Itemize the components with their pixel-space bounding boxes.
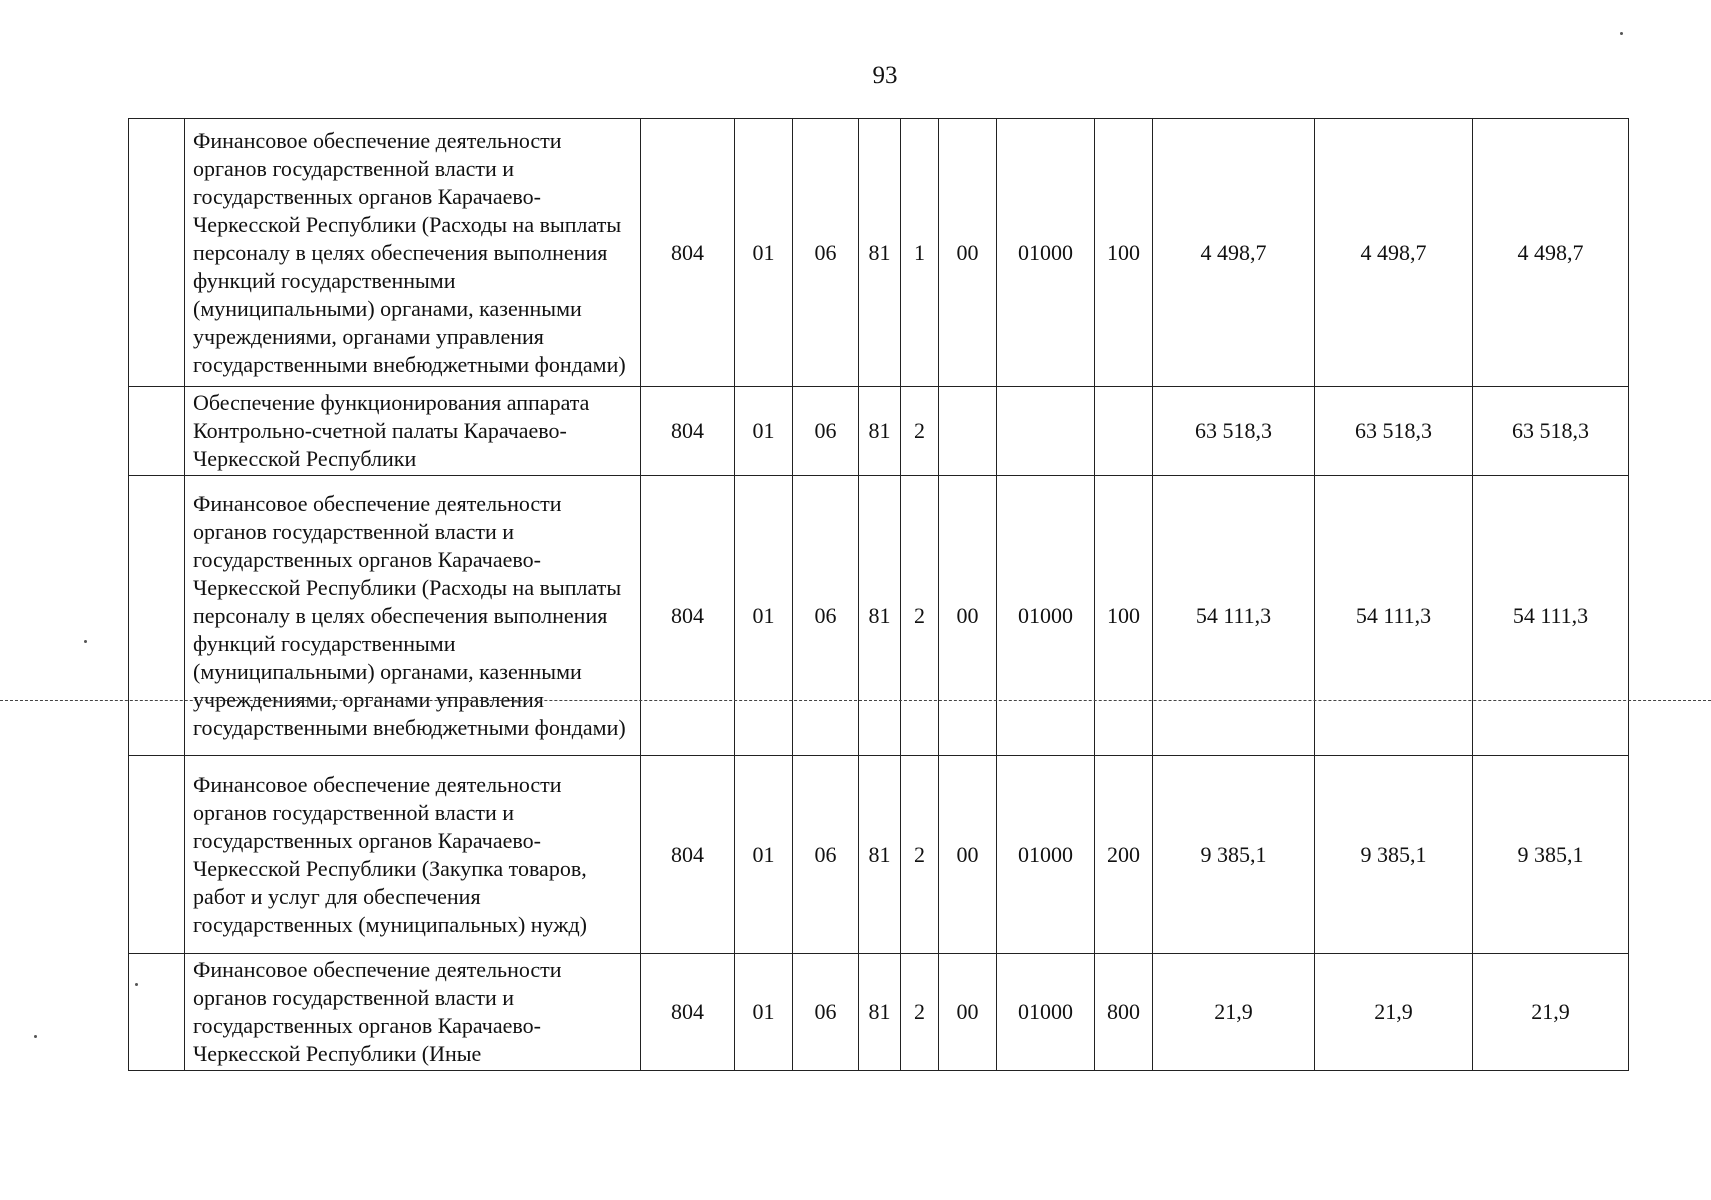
target-code-part1-cell: 81 (859, 476, 901, 756)
target-code-part2-cell: 2 (901, 476, 939, 756)
budget-table (128, 118, 1629, 1071)
target-code-part2-cell: 1 (901, 119, 939, 387)
ministry-code-cell: 804 (641, 954, 735, 1071)
target-code-part4-cell: 01000 (997, 119, 1095, 387)
row-index-cell (129, 954, 185, 1071)
amount-2-cell: 21,9 (1315, 954, 1473, 1071)
table-row (129, 387, 1629, 476)
amount-1-cell: 63 518,3 (1153, 387, 1315, 476)
target-code-part3-cell (939, 387, 997, 476)
section-code-cell: 01 (735, 476, 793, 756)
scan-speck (135, 983, 138, 986)
target-code-part1-cell: 81 (859, 954, 901, 1071)
section-code-cell: 01 (735, 119, 793, 387)
target-code-part4-cell: 01000 (997, 954, 1095, 1071)
target-code-part1-cell: 81 (859, 387, 901, 476)
table-row (129, 954, 1629, 1071)
target-code-part2-cell: 2 (901, 387, 939, 476)
amount-2-cell: 9 385,1 (1315, 756, 1473, 954)
amount-2-cell: 63 518,3 (1315, 387, 1473, 476)
target-code-part3-cell: 00 (939, 119, 997, 387)
target-code-part2-cell: 2 (901, 756, 939, 954)
expense-type-cell: 800 (1095, 954, 1153, 1071)
amount-2-cell: 4 498,7 (1315, 119, 1473, 387)
description-cell: Финансовое обеспечение деятельности органов государственной власти и государственных органов Карачаево-Черкесской Республики (Расходы на выплаты персоналу в целях обеспечения выполнения функций государственными (муниципальными) органами, казенными учреждениями, органами управления государственными внебюджетными фондами) (185, 476, 641, 756)
row-index-cell (129, 476, 185, 756)
ministry-code-cell: 804 (641, 476, 735, 756)
row-index-cell (129, 119, 185, 387)
target-code-part4-cell: 01000 (997, 756, 1095, 954)
table-row (129, 476, 1629, 756)
section-code-cell: 01 (735, 387, 793, 476)
row-index-cell (129, 387, 185, 476)
target-code-part1-cell: 81 (859, 119, 901, 387)
section-code-cell: 01 (735, 756, 793, 954)
scan-speck (1620, 32, 1623, 35)
expense-type-cell: 100 (1095, 476, 1153, 756)
amount-2-cell: 54 111,3 (1315, 476, 1473, 756)
amount-1-cell: 54 111,3 (1153, 476, 1315, 756)
expense-type-cell: 200 (1095, 756, 1153, 954)
scan-fold-line (0, 700, 1711, 701)
amount-1-cell: 21,9 (1153, 954, 1315, 1071)
amount-1-cell: 4 498,7 (1153, 119, 1315, 387)
ministry-code-cell: 804 (641, 119, 735, 387)
target-code-part3-cell: 00 (939, 756, 997, 954)
target-code-part1-cell: 81 (859, 756, 901, 954)
target-code-part2-cell: 2 (901, 954, 939, 1071)
description-cell: Финансовое обеспечение деятельности органов государственной власти и государственных органов Карачаево-Черкесской Республики (Иные (185, 954, 641, 1071)
section-code-cell: 01 (735, 954, 793, 1071)
amount-3-cell: 21,9 (1473, 954, 1629, 1071)
amount-1-cell: 9 385,1 (1153, 756, 1315, 954)
subsection-code-cell: 06 (793, 954, 859, 1071)
expense-type-cell (1095, 387, 1153, 476)
amount-3-cell: 9 385,1 (1473, 756, 1629, 954)
amount-3-cell: 63 518,3 (1473, 387, 1629, 476)
amount-3-cell: 54 111,3 (1473, 476, 1629, 756)
subsection-code-cell: 06 (793, 476, 859, 756)
ministry-code-cell: 804 (641, 387, 735, 476)
table-row (129, 119, 1629, 387)
description-cell: Финансовое обеспечение деятельности органов государственной власти и государственных органов Карачаево-Черкесской Республики (Расходы на выплаты персоналу в целях обеспечения выполнения функций государственными (муниципальными) органами, казенными учреждениями, органами управления государственными внебюджетными фондами) (185, 119, 641, 387)
page-number: 93 (872, 62, 898, 89)
table-row (129, 756, 1629, 954)
amount-3-cell: 4 498,7 (1473, 119, 1629, 387)
scan-speck (34, 1035, 37, 1038)
description-cell: Обеспечение функционирования аппарата Контрольно-счетной палаты Карачаево-Черкесской Республики (185, 387, 641, 476)
subsection-code-cell: 06 (793, 387, 859, 476)
subsection-code-cell: 06 (793, 756, 859, 954)
expense-type-cell: 100 (1095, 119, 1153, 387)
row-index-cell (129, 756, 185, 954)
target-code-part3-cell: 00 (939, 954, 997, 1071)
target-code-part4-cell (997, 387, 1095, 476)
ministry-code-cell: 804 (641, 756, 735, 954)
scan-speck (84, 640, 87, 643)
subsection-code-cell: 06 (793, 119, 859, 387)
target-code-part4-cell: 01000 (997, 476, 1095, 756)
description-cell: Финансовое обеспечение деятельности органов государственной власти и государственных органов Карачаево-Черкесской Республики (Закупка товаров, работ и услуг для обеспечения государственных (муниципальных) нужд) (185, 756, 641, 954)
target-code-part3-cell: 00 (939, 476, 997, 756)
